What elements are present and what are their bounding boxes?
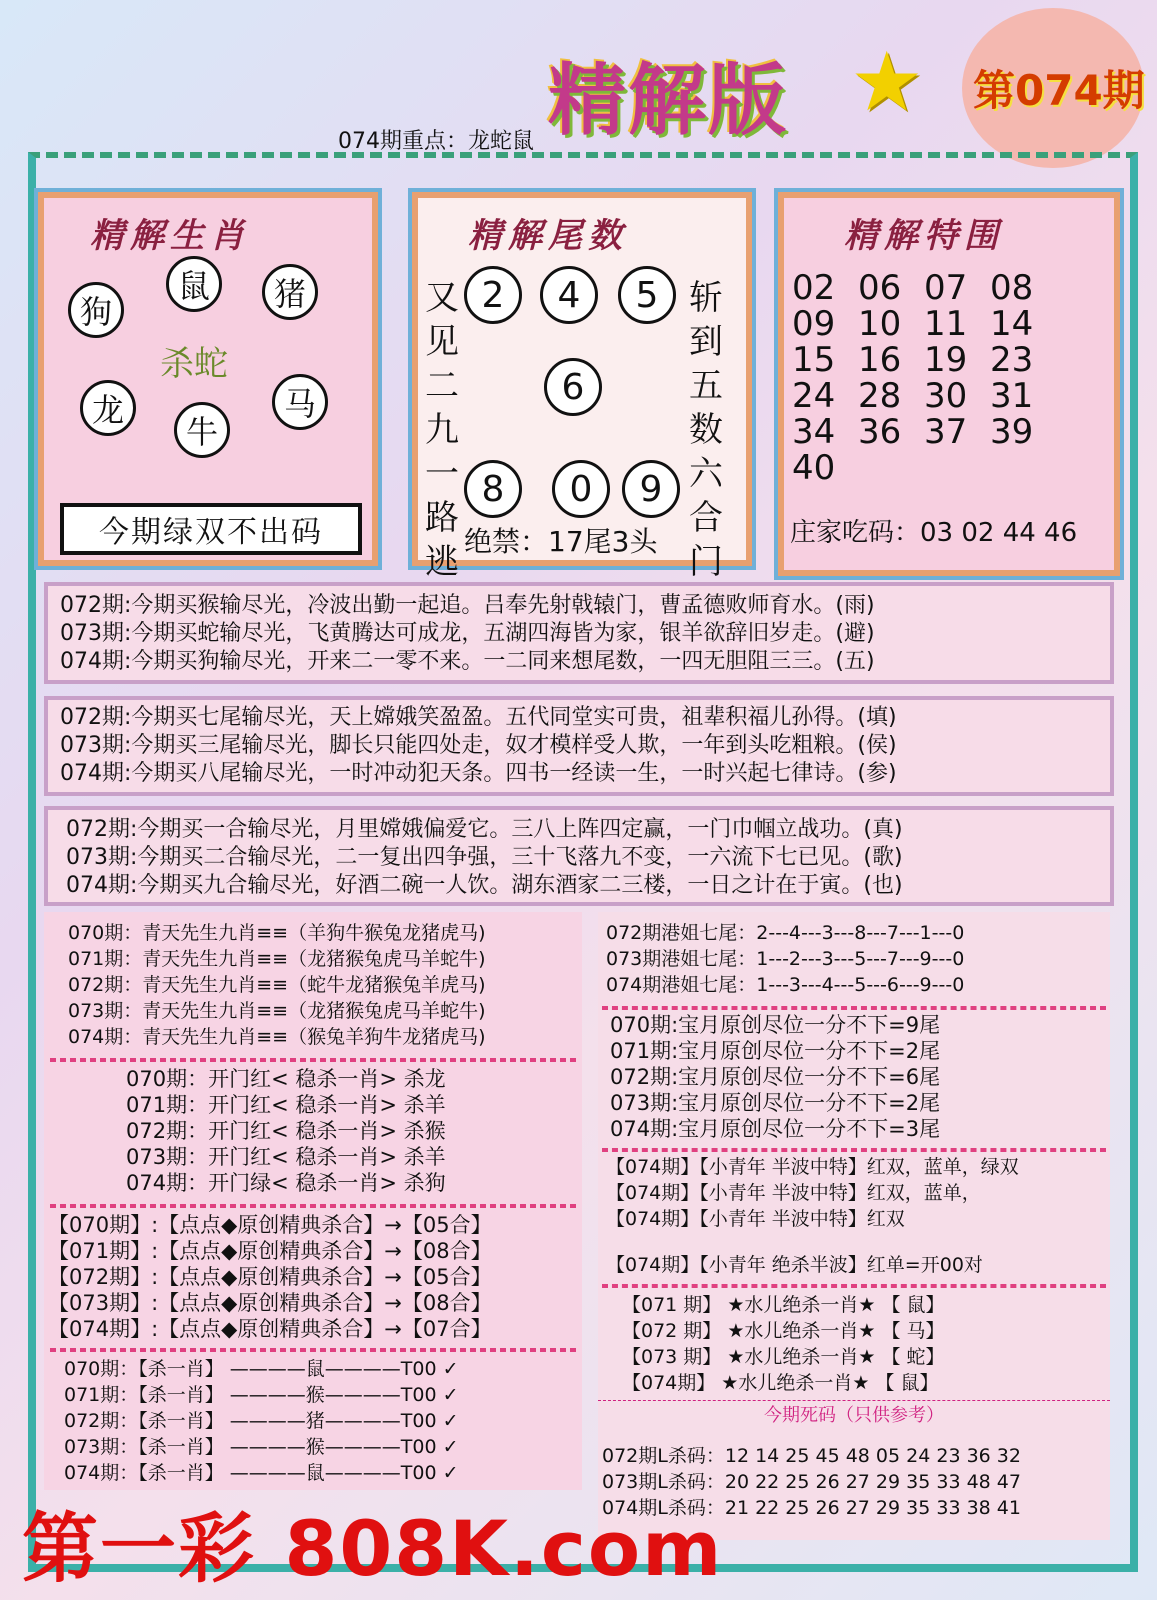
tail-right-vertical: 斩到五数六合门 [689,278,723,582]
zodiac-dog: 狗 [68,282,124,338]
diandian-line: 【073期】:【点点◆原创精典杀合】→【08合】 [48,1291,492,1315]
zodiac-pig: 猪 [262,264,318,320]
zodiac-rat: 鼠 [166,256,222,312]
xiaoqing-line: 【074期】【小青年 半波中特】红双 [606,1208,905,1230]
gangjie-line: 073期港姐七尾：1---2---3---5---7---9---0 [606,948,965,970]
qingtian-line: 070期：青天先生九肖≡≡（羊狗牛猴兔龙猪虎马) [68,922,486,944]
special-number: 39 [990,412,1034,452]
forbid-line: 绝禁：17尾3头 [464,525,658,558]
dead-title: 今期死码（只供参考） [598,1400,1110,1427]
bottom-right-panel [598,912,1110,1540]
special-number: 28 [858,376,902,416]
xiaoqing-line: 【074期】【小青年 半波中特】红双，蓝单，绿双 [606,1156,1019,1178]
special-number: 11 [924,304,968,344]
kaimen-line: 070期：开门红< 稳杀一肖> 杀龙 [126,1067,446,1091]
lsha-line: 074期L杀码：21 22 25 26 27 29 35 33 38 41 [602,1497,1021,1519]
baoyue-line: 071期:宝月原创尽位一分不下=2尾 [610,1039,941,1063]
row-b-line: 073期:今期买三尾输尽光，脚长只能四处走，奴才模样受人欺，一年到头吃粗粮。(侯) [60,733,897,758]
lsha-line: 072期L杀码：12 14 25 45 48 05 24 23 36 32 [602,1445,1021,1467]
special-number: 24 [792,376,836,416]
special-number: 09 [792,304,836,344]
zodiac-title: 精解生肖 [90,216,250,256]
tail-num: 9 [622,460,680,518]
special-number: 08 [990,268,1034,308]
kaimen-line: 072期：开门红< 稳杀一肖> 杀猴 [126,1119,446,1143]
special-numbers-grid [792,270,1112,486]
special-number: 10 [858,304,902,344]
zodiac-dragon: 龙 [80,380,136,436]
special-number: 34 [792,412,836,452]
special-number: 07 [924,268,968,308]
separator [602,1006,1106,1010]
row-a-line: 072期:今期买猴输尽光，冷波出勤一起追。吕奉先射戟辕门，曹孟德败师育水。(雨) [60,593,875,618]
lsha-line: 073期L杀码：20 22 25 26 27 29 35 33 48 47 [602,1471,1021,1493]
diandian-line: 【072期】:【点点◆原创精典杀合】→【05合】 [48,1265,492,1289]
qingtian-line: 073期：青天先生九肖≡≡（龙猪猴兔虎马羊蛇牛) [68,1000,486,1022]
zodiac-horse: 马 [272,374,328,430]
qingtian-line: 071期：青天先生九肖≡≡（龙猪猴兔虎马羊蛇牛) [68,948,486,970]
special-number: 36 [858,412,902,452]
baoyue-line: 074期:宝月原创尽位一分不下=3尾 [610,1117,941,1141]
watermark: 第一彩 808K.com [22,1504,724,1593]
separator [50,1058,576,1062]
tail-num: 4 [540,266,598,324]
tail-num: 0 [552,460,610,518]
kill-one-line: 073期：【杀一肖】 ————猴————T00 ✓ [64,1436,459,1458]
rows-a-box [44,582,1114,684]
green-no-banner: 今期绿双不出码 [60,503,362,555]
row-c-line: 073期:今期买二合输尽光，二一复出四争强，三十飞落九不变，一六流下七已见。(歌) [66,845,903,870]
separator [50,1348,576,1352]
baoyue-line: 072期:宝月原创尽位一分不下=6尾 [610,1065,941,1089]
row-b-line: 074期:今期买八尾输尽光，一时冲动犯天条。四书一经读一生，一时兴起七律诗。(参) [60,761,897,786]
banker-line: 庄家吃码：03 02 44 46 [790,518,1078,548]
bottom-left-panel [44,912,582,1490]
separator [602,1148,1106,1152]
row-c-line: 074期:今期买九合输尽光，好酒二碗一人饮。湖东酒家二三楼，一日之计在于寅。(也) [66,873,903,898]
shuier-line: 【071 期】 ★水儿绝杀一肖★ 【 鼠】 [622,1294,945,1316]
special-number: 31 [990,376,1034,416]
gangjie-line: 072期港姐七尾：2---4---3---8---7---1---0 [606,922,965,944]
baoyue-line: 073期:宝月原创尽位一分不下=2尾 [610,1091,941,1115]
row-a-line: 073期:今期买蛇输尽光，飞黄腾达可成龙，五湖四海皆为家，银羊欲辞旧岁走。(避) [60,621,875,646]
special-number: 23 [990,340,1034,380]
kill-one-line: 074期：【杀一肖】 ————鼠————T00 ✓ [64,1462,459,1484]
qingtian-line: 074期：青天先生九肖≡≡（猴兔羊狗牛龙猪虎马) [68,1026,486,1048]
special-title: 精解特围 [844,216,1004,256]
tail-panel [418,198,746,582]
tail-num: 5 [618,266,676,324]
tail-num: 8 [464,460,522,518]
special-number: 16 [858,340,902,380]
shuier-line: 【073 期】 ★水儿绝杀一肖★ 【 蛇】 [622,1346,945,1368]
separator [602,1284,1106,1288]
tail-left-vertical: 又见二九一路逃 [425,278,459,582]
special-number: 02 [792,268,836,308]
issue-number: 第074期 [973,66,1145,115]
rows-b-box [44,696,1114,796]
diandian-line: 【071期】:【点点◆原创精典杀合】→【08合】 [48,1239,492,1263]
kaimen-line: 073期：开门红< 稳杀一肖> 杀羊 [126,1145,446,1169]
special-number: 15 [792,340,836,380]
special-number: 37 [924,412,968,452]
kill-one-line: 070期：【杀一肖】 ————鼠————T00 ✓ [64,1358,459,1380]
xiaoqing-kill-line: 【074期】【小青年 绝杀半波】红单=开00对 [606,1254,983,1276]
diandian-line: 【074期】:【点点◆原创精典杀合】→【07合】 [48,1317,492,1341]
xiaoqing-line: 【074期】【小青年 半波中特】红双，蓝单， [606,1182,981,1204]
shuier-line: 【072 期】 ★水儿绝杀一肖★ 【 马】 [622,1320,945,1342]
special-number: 19 [924,340,968,380]
kaimen-line: 071期：开门红< 稳杀一肖> 杀羊 [126,1093,446,1117]
kaimen-line: 074期：开门绿< 稳杀一肖> 杀狗 [126,1171,446,1195]
separator [50,1204,576,1208]
baoyue-line: 070期:宝月原创尽位一分不下=9尾 [610,1013,941,1037]
special-number: 14 [990,304,1034,344]
row-a-line: 074期:今期买狗输尽光，开来二一零不来。一二同来想尾数，一四无胆阻三三。(五) [60,649,875,674]
special-number: 40 [792,448,836,488]
diandian-line: 【070期】:【点点◆原创精典杀合】→【05合】 [48,1213,492,1237]
tail-num: 6 [544,358,602,416]
kill-one-line: 072期：【杀一肖】 ————猪————T00 ✓ [64,1410,459,1432]
row-b-line: 072期:今期买七尾输尽光，天上嫦娥笑盈盈。五代同堂实可贵，祖辈积福儿孙得。(填) [60,705,897,730]
focus-line: 074期重点：龙蛇鼠 [338,129,534,154]
kill-snake: 杀蛇 [160,344,228,384]
qingtian-line: 072期：青天先生九肖≡≡（蛇牛龙猪猴兔羊虎马) [68,974,486,996]
tail-num: 2 [464,266,522,324]
special-number: 30 [924,376,968,416]
tail-title: 精解尾数 [468,216,628,256]
rows-c-box [44,806,1114,906]
star-icon: ★ [850,35,924,130]
zodiac-ox: 牛 [174,402,230,458]
special-number: 06 [858,268,902,308]
gangjie-line: 074期港姐七尾：1---3---4---5---6---9---0 [606,974,965,996]
row-c-line: 072期:今期买一合输尽光，月里嫦娥偏爱它。三八上阵四定赢，一门巾帼立战功。(真) [66,817,903,842]
shuier-line: 【074期】 ★水儿绝杀一肖★ 【 鼠】 [622,1372,939,1394]
brand-title: 精解版 [548,55,789,146]
kill-one-line: 071期：【杀一肖】 ————猴————T00 ✓ [64,1384,459,1406]
